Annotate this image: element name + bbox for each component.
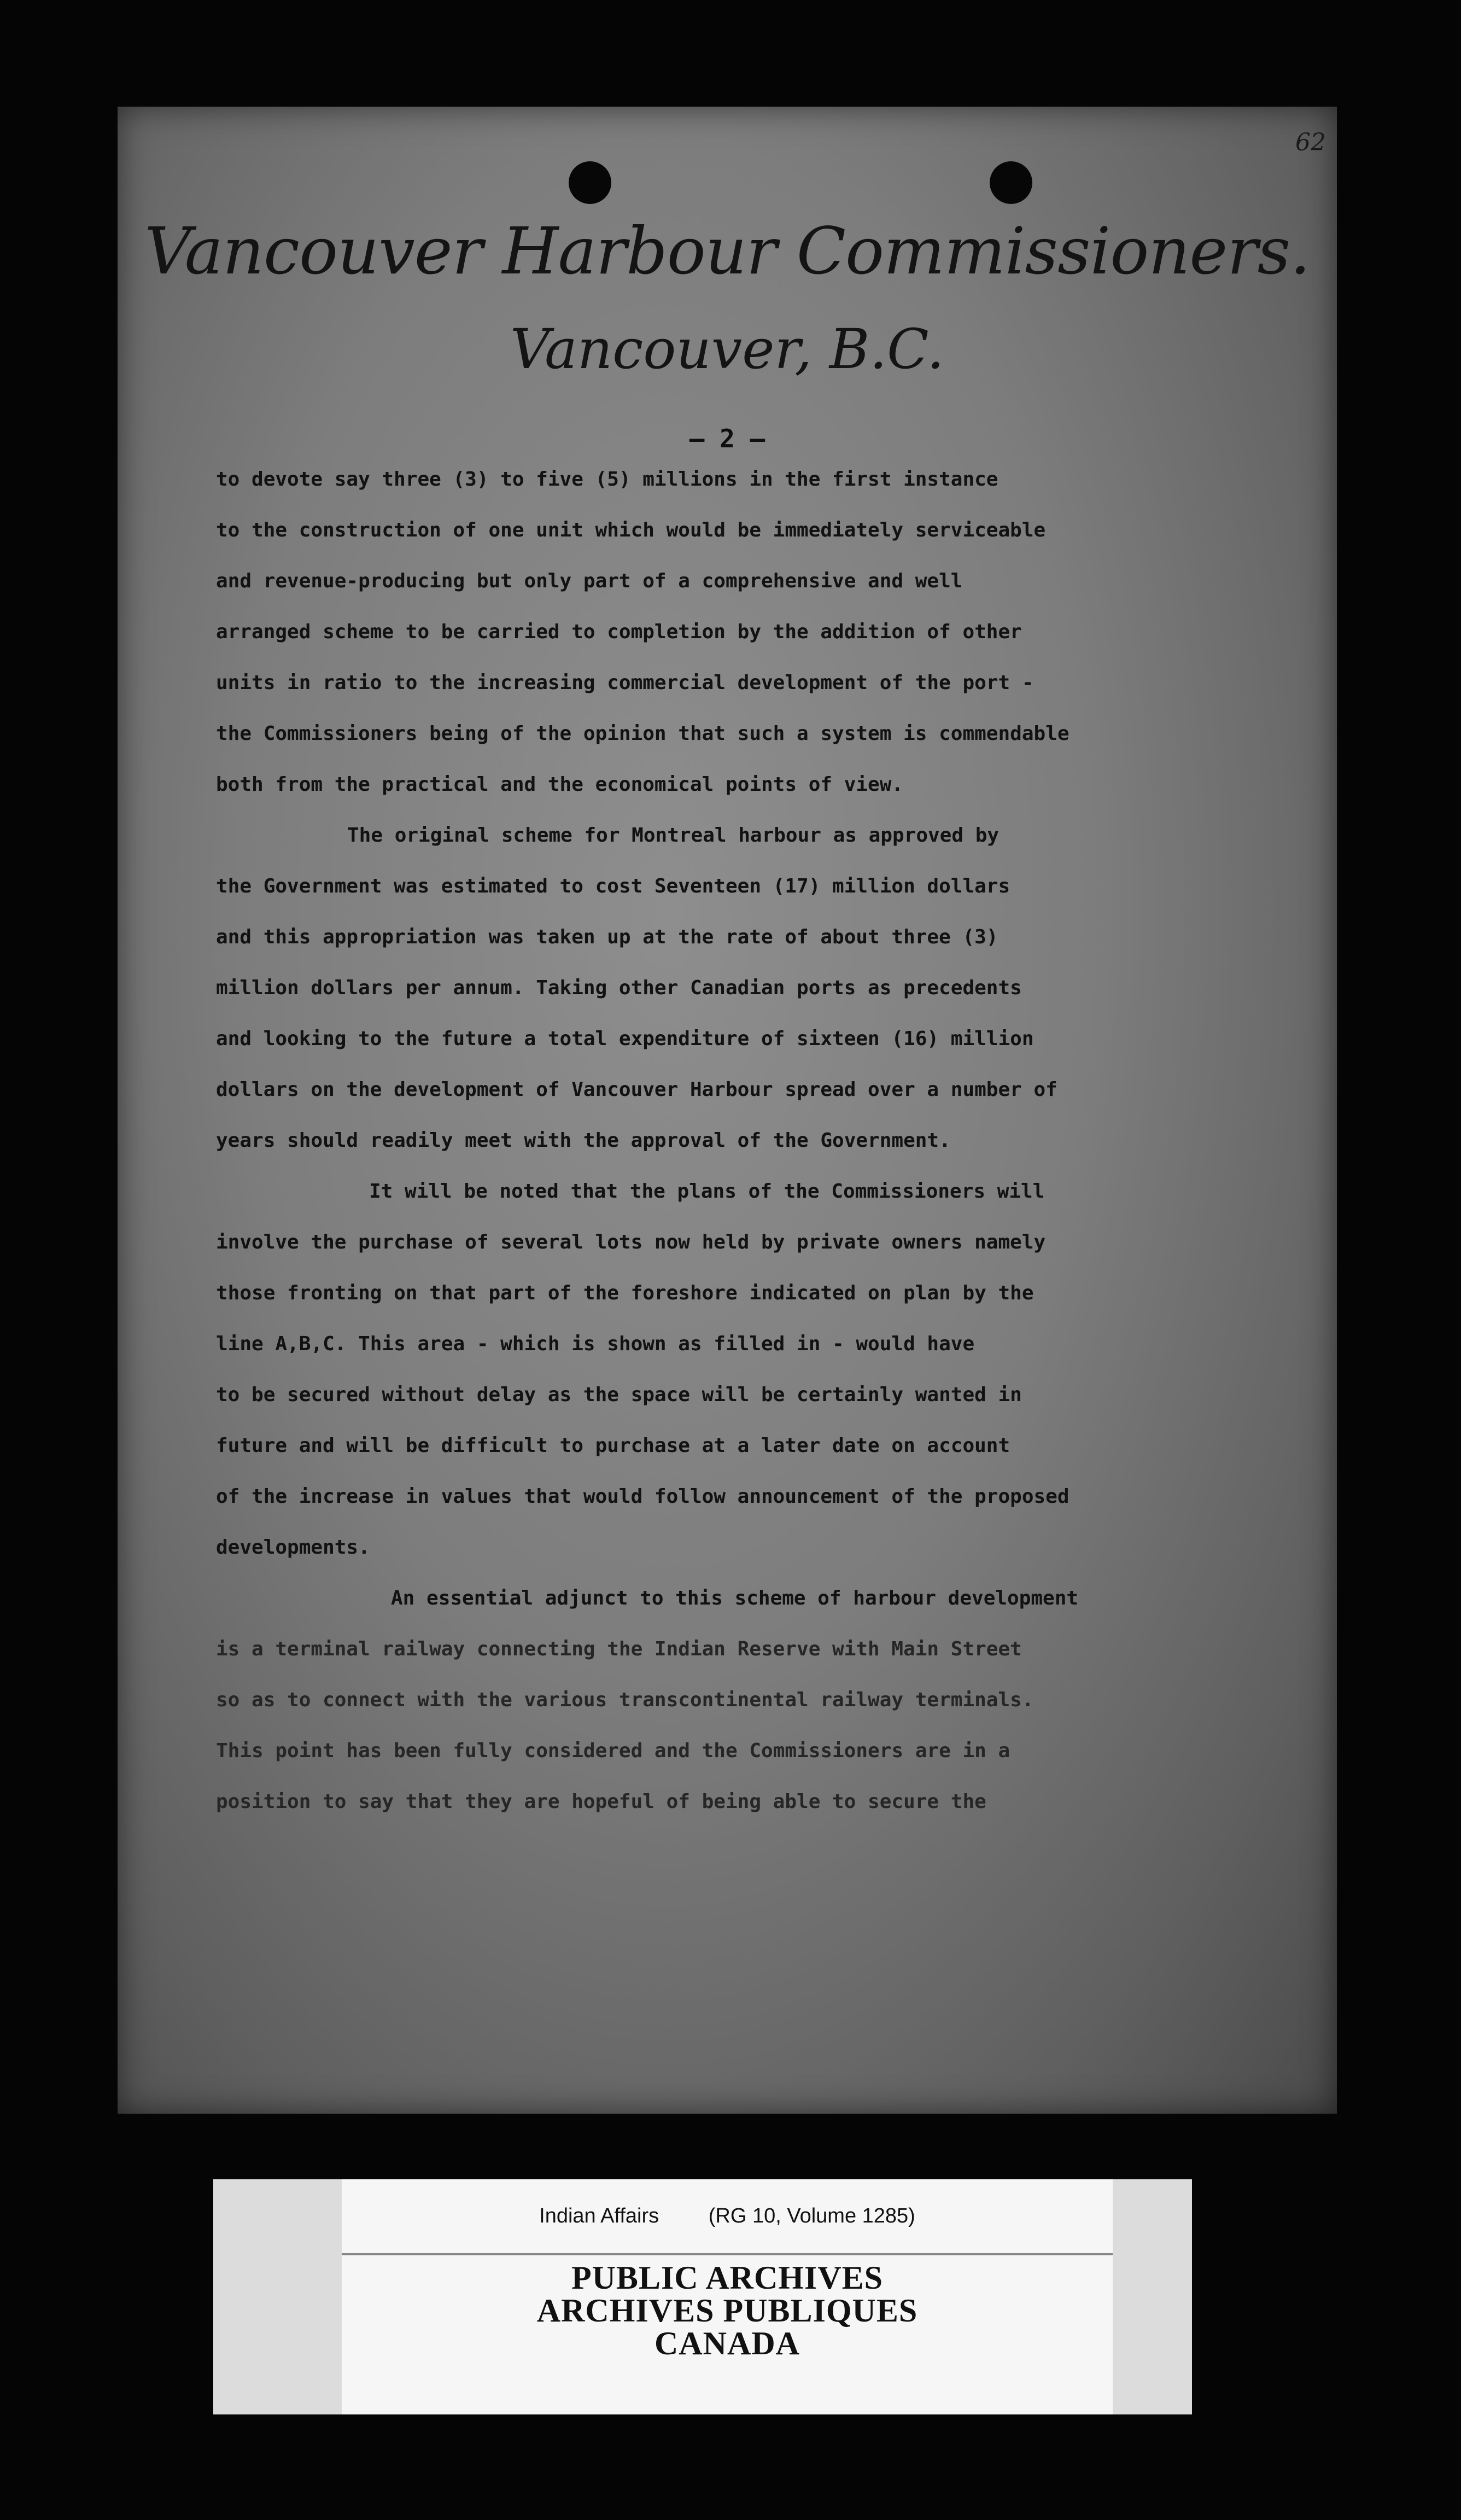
archives-line-french: ARCHIVES PUBLIQUES xyxy=(536,2292,918,2329)
archive-reference xyxy=(342,2179,1113,2255)
text-line: to be secured without delay as the space will be certainly wanted in xyxy=(216,1384,1022,1406)
collection-name: Indian Affairs xyxy=(539,2204,659,2227)
text-line: line A,B,C. This area - which is shown as filled in - would have xyxy=(216,1333,975,1355)
page-number: — 2 — xyxy=(689,424,765,453)
text-line: of the increase in values that would follow announcement of the proposed xyxy=(216,1485,1070,1508)
text-line: and this appropriation was taken up at the rate of about three (3) xyxy=(216,926,998,948)
letterhead-organization: Vancouver Harbour Commissioners. xyxy=(144,213,1310,289)
text-line: position to say that they are hopeful of being able to secure the xyxy=(216,1790,986,1813)
text-line: It will be noted that the plans of the Commissioners will xyxy=(369,1180,1045,1203)
text-line: to devote say three (3) to five (5) millions in the first instance xyxy=(216,468,998,491)
text-line: This point has been fully considered and the Commissioners are in a xyxy=(216,1740,1010,1762)
text-line: An essential adjunct to this scheme of harbour development xyxy=(391,1587,1079,1609)
archive-label-card xyxy=(213,2179,1192,2414)
letter-body xyxy=(216,454,1266,1827)
text-line: developments. xyxy=(216,1536,370,1559)
folio-number: 62 xyxy=(1295,129,1326,156)
text-line: future and will be difficult to purchase at a later date on account xyxy=(216,1434,1010,1457)
archives-line-country: CANADA xyxy=(654,2325,800,2361)
text-line: to the construction of one unit which would be immediately serviceable xyxy=(216,519,1046,541)
text-line: million dollars per annum. Taking other Canadian ports as precedents xyxy=(216,977,1022,999)
letterhead-location: Vancouver, B.C. xyxy=(510,317,944,381)
punch-hole-right xyxy=(990,161,1032,204)
text-line: so as to connect with the various transcontinental railway terminals. xyxy=(216,1689,1034,1711)
text-line: years should readily meet with the approval of the Government. xyxy=(216,1129,951,1152)
text-line: the Government was estimated to cost Seventeen (17) million dollars xyxy=(216,875,1010,897)
text-line: and looking to the future a total expenditure of sixteen (16) million xyxy=(216,1028,1034,1050)
text-line: arranged scheme to be carried to completion by the addition of other xyxy=(216,621,1022,643)
archives-line-english: PUBLIC ARCHIVES xyxy=(571,2260,884,2296)
text-line: is a terminal railway connecting the Indian Reserve with Main Street xyxy=(216,1638,1022,1660)
archive-label xyxy=(342,2179,1113,2414)
text-line: and revenue-producing but only part of a comprehensive and well xyxy=(216,570,963,592)
series-reference: (RG 10, Volume 1285) xyxy=(708,2204,915,2227)
text-line: involve the purchase of several lots now held by private owners namely xyxy=(216,1231,1046,1253)
text-line: dollars on the development of Vancouver Harbour spread over a number of xyxy=(216,1078,1057,1101)
text-line: the Commissioners being of the opinion that such a system is commendable xyxy=(216,722,1070,745)
punch-hole-left xyxy=(569,161,611,204)
archive-stamp xyxy=(342,2261,1113,2360)
text-line: units in ratio to the increasing commercial development of the port - xyxy=(216,672,1034,694)
text-line: The original scheme for Montreal harbour as approved by xyxy=(347,824,1000,847)
text-line: those fronting on that part of the foreshore indicated on plan by the xyxy=(216,1282,1034,1304)
text-line: both from the practical and the economical points of view. xyxy=(216,773,904,796)
